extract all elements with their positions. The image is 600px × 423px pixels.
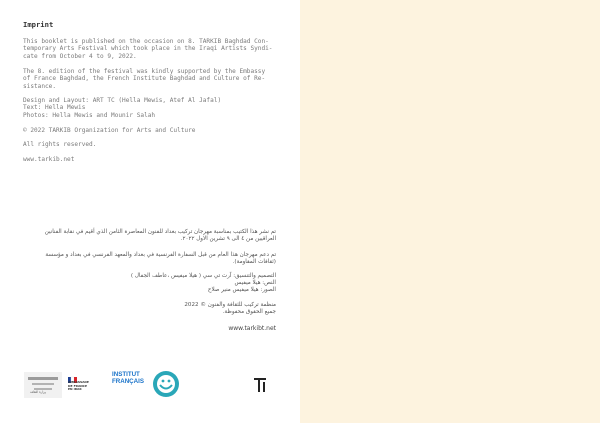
resistance-circle-icon — [152, 370, 180, 398]
embassy-of-france-logo — [68, 370, 98, 398]
imprint-paragraph-credits: Design and Layout: ART TC (Hella Mewis, Atef Al Jafal) Text: Hella Mewis Photos: Hella Mewis and Mounir Salah — [23, 97, 222, 119]
imprint-rights: All rights reserved. — [23, 141, 97, 148]
tarkib-mark-icon — [252, 375, 270, 395]
imprint-paragraph-publication: This booklet is published on the occasion on 8. TARKIB Baghdad Con- temporary Arts Festival which took place in the Iraqi Artists Syndi- cate from October 4 to 9, 2022. — [23, 38, 273, 60]
imprint-heading: Imprint — [23, 20, 54, 29]
embassy-logo-text: AMBASSADE DE FRANCE EN IRAK — [68, 380, 89, 392]
arabic-paragraph-publication: تم نشر هذا الكتيب بمناسبة مهرجان تركيب بغداد للفنون المعاصرة الثامن الذي أقيم في نقابة الفنانين العراقيين من ٤ الى ٩ تشرين الاول ٢٠٢٢. — [44, 229, 276, 243]
imprint-website[interactable]: www.tarkib.net — [23, 156, 75, 163]
arabic-website[interactable]: www.tarkibt.net — [228, 325, 276, 332]
ministry-of-culture-logo — [24, 372, 62, 398]
institut-francais-logo — [112, 372, 146, 396]
arabic-paragraph-copyright: منظمة تركيب للثقافة والفنون © 2022 جميع الحقوق محفوظة. — [184, 302, 276, 316]
arabic-paragraph-credits: التصميم والتنسيق: آرت تي سي ( هيلا ميفيس ،عاطف الجفال ) النص: هيلا ميفيس الصور: هيلا ميفيس منير صلاح — [130, 273, 276, 294]
arabic-paragraph-support: تم دعم مهرجان هذا العام من قبل السفارة الفرنسية في بغداد والمعهد الفرنسي في بغداد و مؤسسة (ثقافات المقاومة). — [45, 252, 276, 266]
institut-logo-text: INSTITUT FRANÇAIS — [112, 371, 144, 385]
imprint-paragraph-support: The 8. edition of the festival was kindly supported by the Embassy of France Baghdad, the French Institute Baghdad and Culture of Re- sistance. — [23, 68, 266, 90]
tarkib-logo — [252, 375, 270, 395]
ministry-logo-text: وزارة الثقافة — [30, 390, 46, 394]
imprint-copyright: © 2022 TARKIB Organization for Arts and Culture — [23, 127, 196, 134]
culture-of-resistance-logo — [152, 370, 180, 398]
right-page-blank — [300, 0, 600, 423]
sponsor-logos — [0, 366, 300, 402]
